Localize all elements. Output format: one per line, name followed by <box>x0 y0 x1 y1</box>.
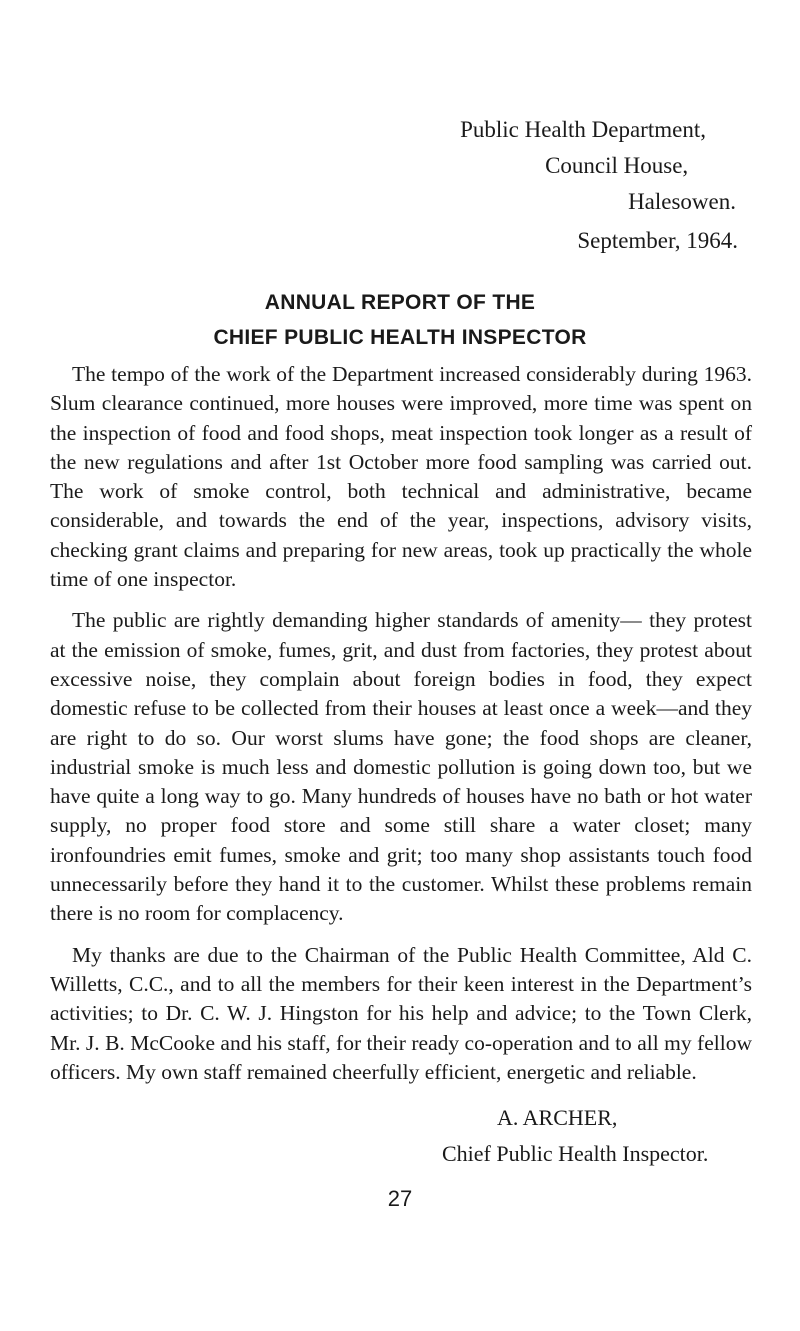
paragraph-2: The public are rightly demanding higher standards of amenity— they protest at the emission of smoke, fumes, grit, and dust from factories, they protest about excessive noise, they complain about foreign bodies in food, they expect domestic refuse to be collected from their houses at least once a week—and they are right to do so. Our worst slums have gone; the food shops are cleaner, industrial smoke is much less and domestic pollution is going down too, but we have quite a long way to go. Many hundreds of houses have no bath or hot water supply, no proper food store and some still share a water closet; many ironfoundries emit fumes, smoke and grit; too many shop assistants touch food unnecessarily before they hand it to the customer. Whilst these problems remain there is no room for complacency. <box>50 608 752 926</box>
report-date: September, 1964. <box>577 228 738 253</box>
paragraph-3: My thanks are due to the Chairman of the Public Health Committee, Ald C. Willetts, C.C., and to all the members for their keen interest in the Department’s activities; to Dr. C. W. J. Hingston for his help and advice; to the Town Clerk, Mr. J. B. McCooke and his staff, for their ready co-operation and to all my fellow officers. My own staff remained cheerfully efficient, energetic and reliable. <box>50 942 752 1084</box>
address-line-1: Public Health Department, <box>460 117 706 142</box>
report-title <box>0 285 800 355</box>
page-number: 27 <box>387 1186 413 1211</box>
signature-block <box>442 1100 708 1172</box>
signatory-name: A. ARCHER, <box>497 1105 618 1130</box>
address-line-3: Halesowen. <box>628 189 736 214</box>
title-line-2: CHIEF PUBLIC HEALTH INSPECTOR <box>213 326 587 349</box>
report-body <box>50 360 752 1099</box>
paragraph-1: The tempo of the work of the Department increased considerably during 1963. Slum clearance continued, more houses were improved, more time was spent on the inspection of food and food shops, meat inspection took longer as a result of the new regulations and after 1st October more food sampling was carried out. The work of smoke control, both technical and administrative, became considerable, and towards the end of the year, inspections, advisory visits, checking grant claims and preparing for new areas, took up practically the whole time of one inspector. <box>50 362 752 592</box>
address-line-2: Council House, <box>545 153 689 178</box>
title-line-1: ANNUAL REPORT OF THE <box>264 291 536 314</box>
signatory-role: Chief Public Health Inspector. <box>442 1141 709 1166</box>
sender-address <box>460 112 736 220</box>
